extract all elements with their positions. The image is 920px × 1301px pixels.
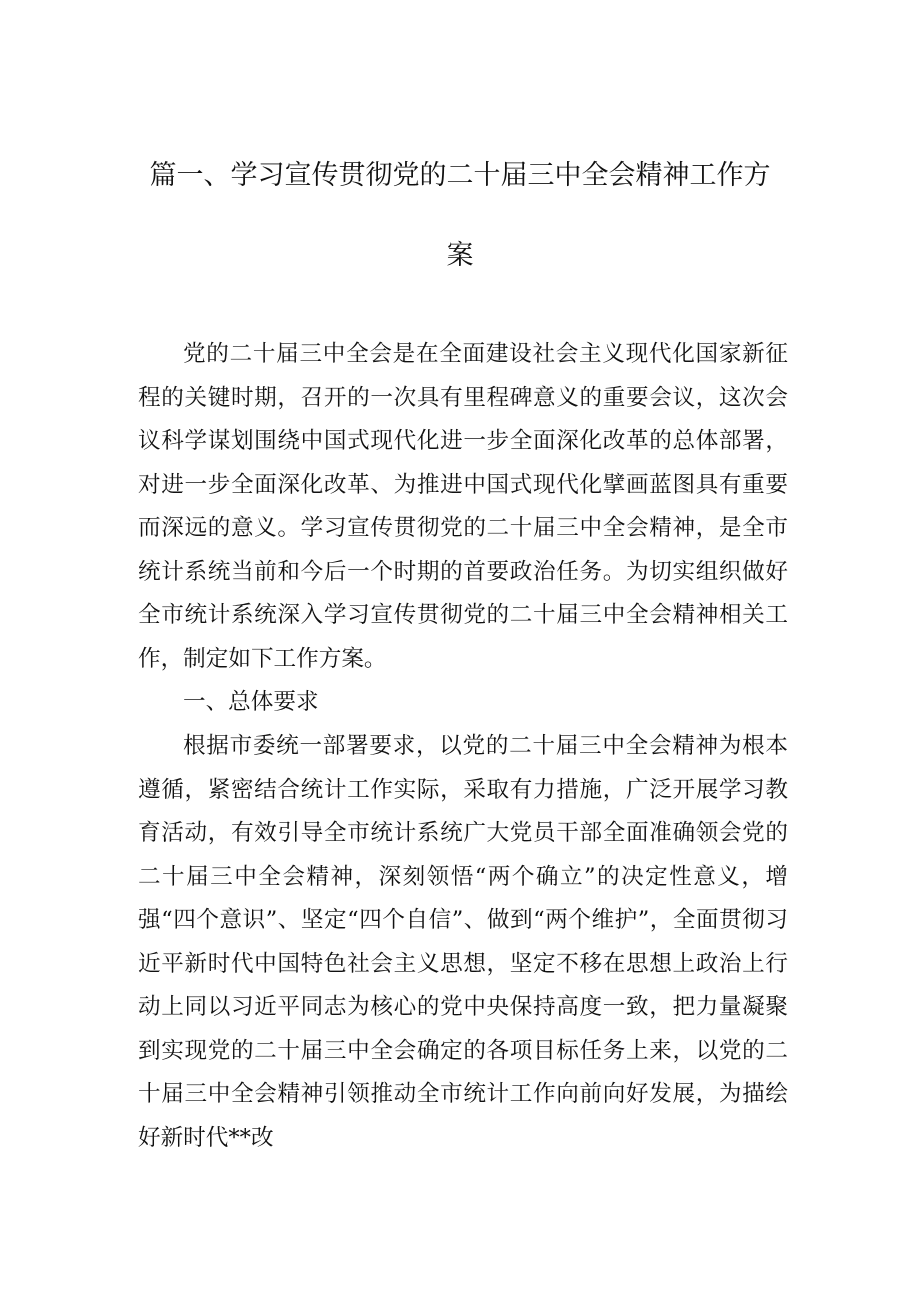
document-title-line-2: 案 [446,240,474,271]
section-1-paragraph: 根据市委统一部署要求，以党的二十届三中全会精神为根本遵循，紧密结合统计工作实际，采取有力措施，广泛开展学习教育活动，有效引导全市统计系统广大党员干部全面准确领会党的二十届三中全会精神，深刻领悟“两个确立”的决定性意义，增强“四个意识”、坚定“四个自信”、做到“两个维护”，全面贯彻习近平新时代中国特色社会主义思想，坚定不移在思想上政治上行动上同以习近平同志为核心的党中央保持高度一致，把力量凝聚到实现党的二十届三中全会确定的各项目标任务上来，以党的二十届三中全会精神引领推动全市统计工作向前向好发展，为描绘好新时代**改 [138,733,788,1151]
document-title-line-1: 篇一、学习宣传贯彻党的二十届三中全会精神工作方 [149,160,771,191]
intro-paragraph: 党的二十届三中全会是在全面建设社会主义现代化国家新征程的关键时期，召开的一次具有里程碑意义的重要会议，这次会议科学谋划围绕中国式现代化进一步全面深化改革的总体部署，对进一步全面深化改革、为推进中国式现代化擘画蓝图具有重要而深远的意义。学习宣传贯彻党的二十届三中全会精神，是全市统计系统当前和今后一个时期的首要政治任务。为切实组织做好全市统计系统深入学习宣传贯彻党的二十届三中全会精神相关工作，制定如下工作方案。 [138,341,788,672]
section-heading-general-requirements: 一、总体要求 [183,689,319,715]
